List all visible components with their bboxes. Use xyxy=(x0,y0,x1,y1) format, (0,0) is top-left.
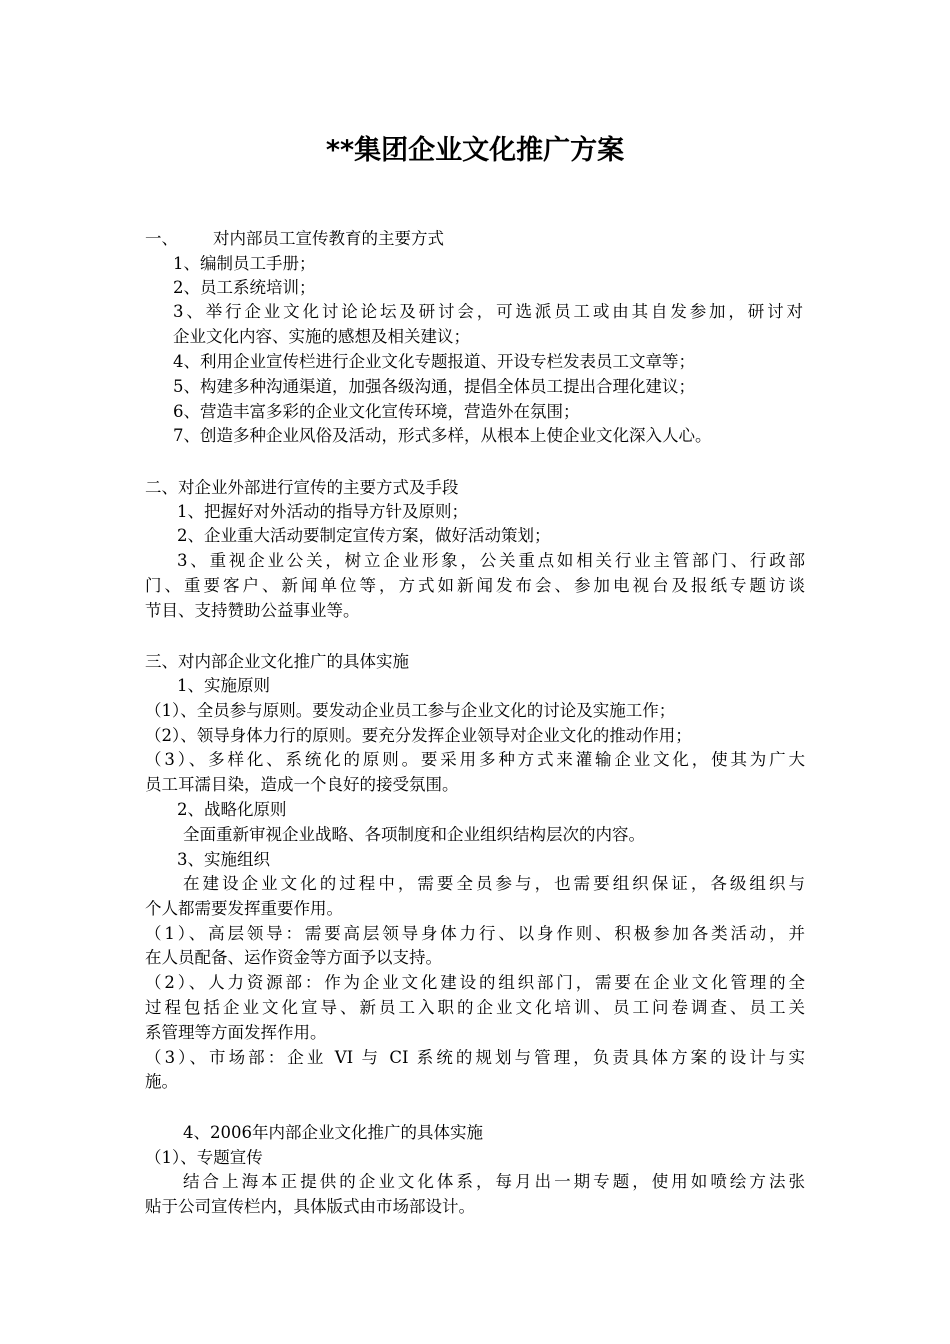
section-2-heading: 二、对企业外部进行宣传的主要方式及手段 xyxy=(145,478,459,497)
list-item: （3）、多样化、系统化的原则。要采用多种方式来灌输企业文化，使其为广大 xyxy=(145,750,805,769)
list-item: 2、企业重大活动要制定宣传方案，做好活动策划； xyxy=(177,526,551,545)
list-item: 员工耳濡目染，造成一个良好的接受氛围。 xyxy=(145,775,459,794)
list-item: 7、创造多种企业风俗及活动，形式多样，从根本上使企业文化深入人心。 xyxy=(173,426,712,445)
section-3-heading: 三、对内部企业文化推广的具体实施 xyxy=(145,652,409,671)
list-item: 结合上海本正提供的企业文化体系，每月出一期专题，使用如喷绘方法张 xyxy=(183,1172,805,1191)
list-item: 在建设企业文化的过程中，需要全员参与，也需要组织保证，各级组织与 xyxy=(183,874,805,893)
section-1-number: 一、 xyxy=(145,229,178,248)
list-item: 过程包括企业文化宣导、新员工入职的企业文化培训、员工问卷调查、员工关 xyxy=(145,998,805,1017)
list-item: （1）、高层领导：需要高层领导身体力行、以身作则、积极参加各类活动，并 xyxy=(145,924,805,943)
list-item: 贴于公司宣传栏内，具体版式由市场部设计。 xyxy=(145,1197,475,1216)
list-item: （2）、领导身体力行的原则。要充分发挥企业领导对企业文化的推动作用； xyxy=(145,726,692,745)
list-item: 4、利用企业宣传栏进行企业文化专题报道、开设专栏发表员工文章等； xyxy=(173,352,695,371)
list-item: 企业文化内容、实施的感想及相关建议； xyxy=(173,327,470,346)
list-item: （2）、人力资源部：作为企业文化建设的组织部门，需要在企业文化管理的全 xyxy=(145,973,805,992)
list-item: 2、战略化原则 xyxy=(177,800,287,819)
list-item: 1、把握好对外活动的指导方针及原则； xyxy=(177,502,468,521)
list-item: （3）、市场部：企业 VI 与 CI 系统的规划与管理，负责具体方案的设计与实 xyxy=(145,1048,805,1067)
list-item: 3、实施组织 xyxy=(177,850,270,869)
list-item: 1、编制员工手册； xyxy=(173,254,316,273)
list-item: 2、员工系统培训； xyxy=(173,278,316,297)
document-title: **集团企业文化推广方案 xyxy=(325,135,625,166)
list-item: 4、2006年内部企业文化推广的具体实施 xyxy=(183,1123,483,1142)
list-item: 1、实施原则 xyxy=(177,676,270,695)
list-item: 门、重要客户、新闻单位等，方式如新闻发布会、参加电视台及报纸专题访谈 xyxy=(145,576,805,595)
list-item: 个人都需要发挥重要作用。 xyxy=(145,899,343,918)
list-item: 全面重新审视企业战略、各项制度和企业组织结构层次的内容。 xyxy=(183,825,645,844)
list-item: 节目、支持赞助公益事业等。 xyxy=(145,601,360,620)
list-item: 施。 xyxy=(145,1072,178,1091)
list-item: 3、举行企业文化讨论论坛及研讨会，可选派员工或由其自发参加，研讨对 xyxy=(173,302,803,321)
list-item: 6、营造丰富多彩的企业文化宣传环境，营造外在氛围； xyxy=(173,402,580,421)
list-item: 3、重视企业公关，树立企业形象，公关重点如相关行业主管部门、行政部 xyxy=(177,551,805,570)
list-item: 在人员配备、运作资金等方面予以支持。 xyxy=(145,948,442,967)
list-item: （1）、专题宣传 xyxy=(145,1148,263,1167)
list-item: 系管理等方面发挥作用。 xyxy=(145,1023,327,1042)
list-item: （1）、全员参与原则。要发动企业员工参与企业文化的讨论及实施工作； xyxy=(145,701,676,720)
list-item: 5、构建多种沟通渠道，加强各级沟通，提倡全体员工提出合理化建议； xyxy=(173,377,695,396)
section-1-heading: 对内部员工宣传教育的主要方式 xyxy=(213,229,444,248)
